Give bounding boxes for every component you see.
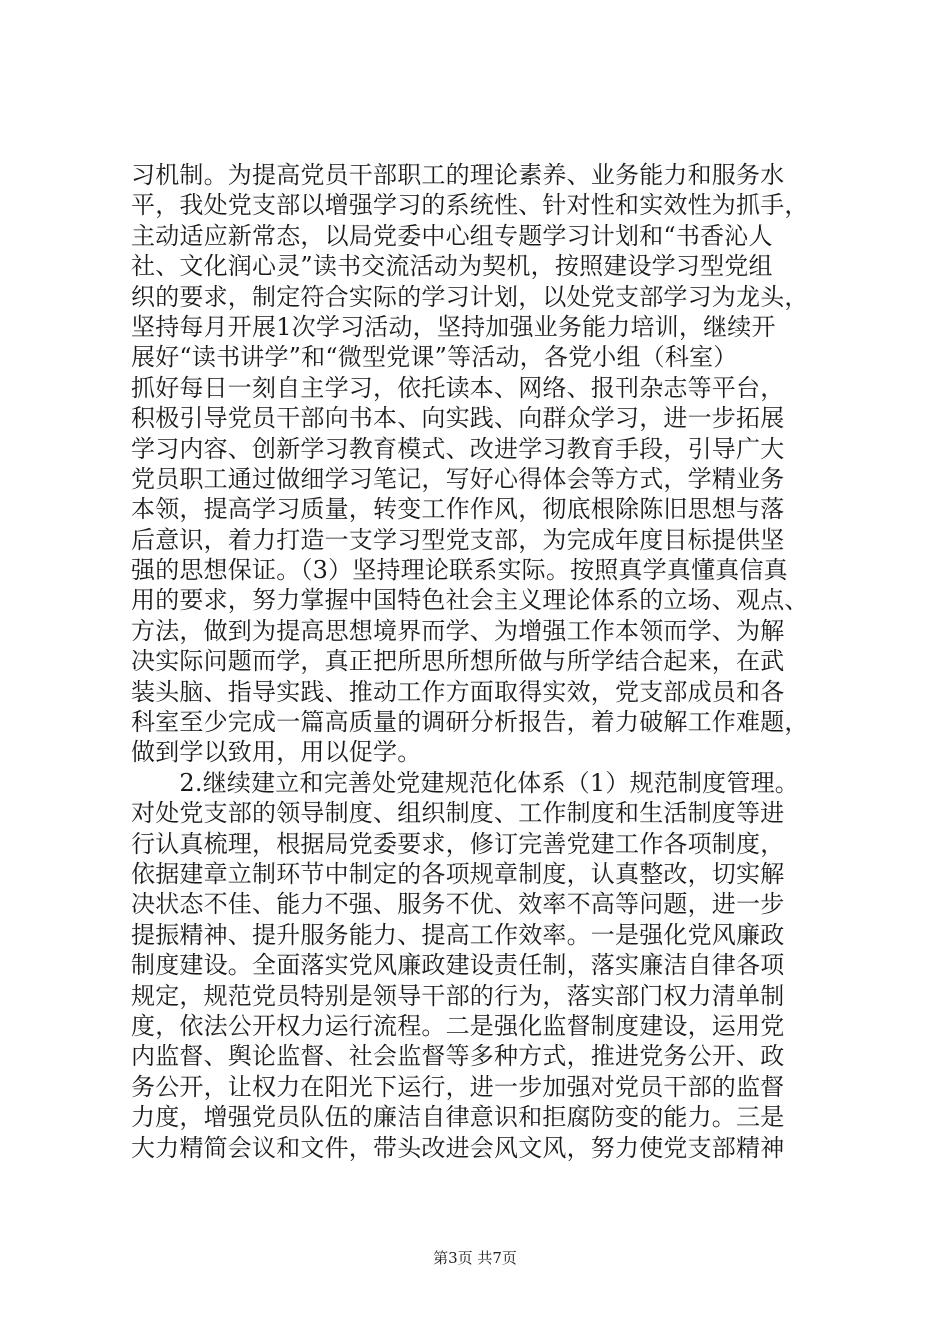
text-line: 科室至少完成一篇高质量的调研分析报告，着力破解工作难题， xyxy=(131,708,809,737)
text-line: 决状态不佳、能力不强、服务不优、效率不高等问题，进一步 xyxy=(131,890,785,919)
text-line: 主动适应新常态，以局党委中心组专题学习计划和“书香沁人 xyxy=(131,221,773,250)
page-footer: 第3页 共7页 xyxy=(433,1249,517,1267)
text-line: 大力精简会议和文件，带头改进会风文风，努力使党支部精神 xyxy=(131,1133,785,1162)
text-line: 展好“读书讲学”和“微型党课”等活动，各党小组（科室） xyxy=(131,343,738,372)
text-line: 学习内容、创新学习教育模式、改进学习教育手段，引导广大 xyxy=(131,434,785,463)
text-line: 规定，规范党员特别是领导干部的行为，落实部门权力清单制 xyxy=(131,981,785,1010)
text-line: 行认真梳理，根据局党委要求，修订完善党建工作各项制度， xyxy=(131,829,785,858)
text-line: 用的要求，努力掌握中国特色社会主义理论体系的立场、观点、 xyxy=(131,586,809,615)
text-line: 决实际问题而学，真正把所思所想所做与所学结合起来，在武 xyxy=(131,647,785,676)
text-line: 织的要求，制定符合实际的学习计划，以处党支部学习为龙头， xyxy=(131,282,809,311)
text-line: 平，我处党支部以增强学习的系统性、针对性和实效性为抓手， xyxy=(131,191,809,220)
text-line: 提振精神、提升服务能力、提高工作效率。一是强化党风廉政 xyxy=(131,920,785,949)
text-line: 积极引导党员干部向书本、向实践、向群众学习，进一步拓展 xyxy=(131,404,785,433)
text-line: 对处党支部的领导制度、组织制度、工作制度和生活制度等进 xyxy=(131,799,785,828)
text-line: 本领，提高学习质量，转变工作作风，彻底根除陈旧思想与落 xyxy=(131,495,785,524)
text-line: 社、文化润心灵”读书交流活动为契机，按照建设学习型党组 xyxy=(131,252,773,281)
text-line: 2.继续建立和完善处党建规范化体系（1）规范制度管理。 xyxy=(131,768,799,797)
text-line: 抓好每日一刻自主学习，依托读本、网络、报刊杂志等平台， xyxy=(131,373,785,402)
text-line: 做到学以致用，用以促学。 xyxy=(131,738,422,767)
text-line: 习机制。为提高党员干部职工的理论素养、业务能力和服务水 xyxy=(131,161,785,189)
text-line: 后意识，着力打造一支学习型党支部，为完成年度目标提供坚 xyxy=(131,525,785,554)
text-line: 度，依法公开权力运行流程。二是强化监督制度建设，运用党 xyxy=(131,1011,785,1040)
text-line: 内监督、舆论监督、社会监督等多种方式，推进党务公开、政 xyxy=(131,1042,785,1071)
body-text xyxy=(131,160,851,1163)
text-line: 方法，做到为提高思想境界而学、为增强工作本领而学、为解 xyxy=(131,616,785,645)
text-line: 党员职工通过做细学习笔记，写好心得体会等方式，学精业务 xyxy=(131,464,785,493)
text-line: 务公开，让权力在阳光下运行，进一步加强对党员干部的监督 xyxy=(131,1072,785,1101)
text-line: 依据建章立制环节中制定的各项规章制度，认真整改，切实解 xyxy=(131,859,785,888)
text-line: 力度，增强党员队伍的廉洁自律意识和拒腐防变的能力。三是 xyxy=(131,1103,785,1132)
text-line: 装头脑、指导实践、推动工作方面取得实效，党支部成员和各 xyxy=(131,677,785,706)
text-line: 强的思想保证。（3）坚持理论联系实际。按照真学真懂真信真 xyxy=(131,556,788,585)
text-line: 制度建设。全面落实党风廉政建设责任制，落实廉洁自律各项 xyxy=(131,951,785,980)
text-line: 坚持每月开展1次学习活动，坚持加强业务能力培训，继续开 xyxy=(131,312,776,341)
